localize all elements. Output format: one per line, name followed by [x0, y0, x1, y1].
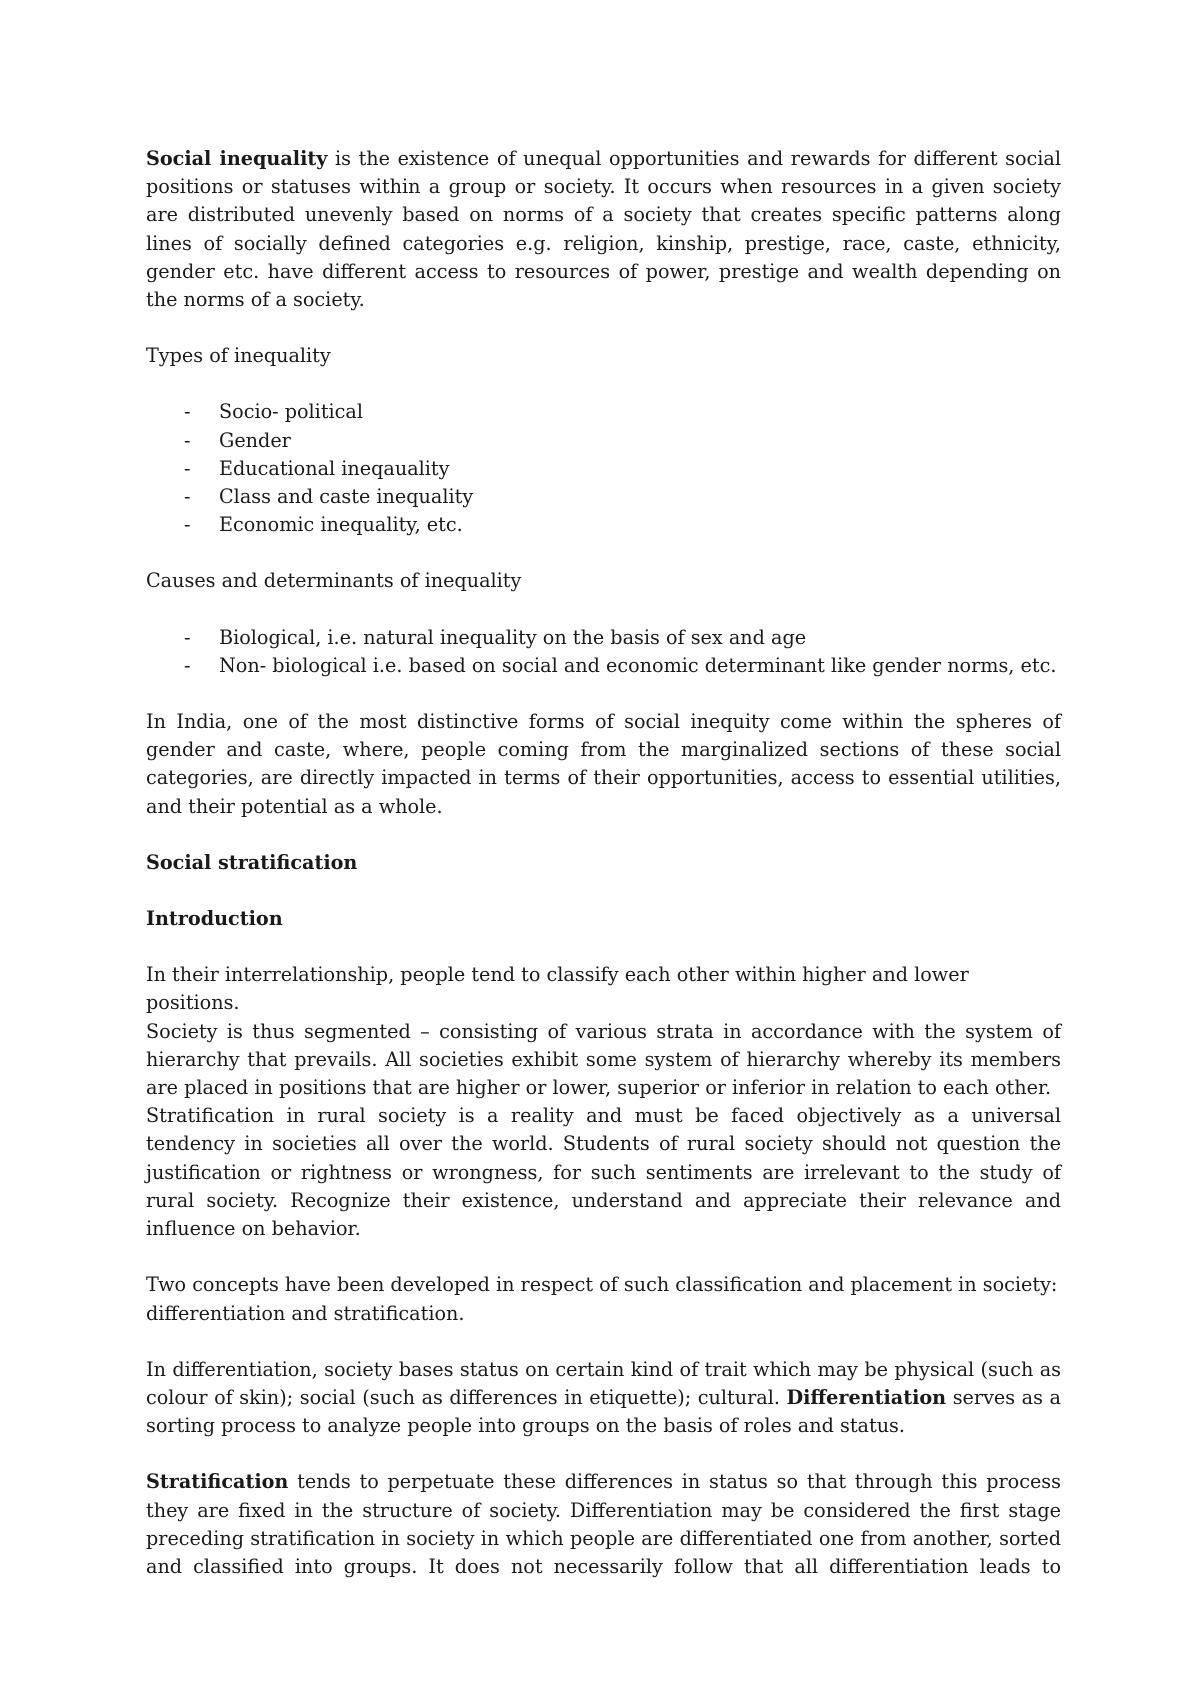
dash-bullet: - [184, 456, 191, 480]
types-list [146, 398, 1061, 539]
differentiation-before: In differentiation, society bases status on certain kind of trait which may be physical (such as colour of skin); social (such as differences in etiquette); cultural. [146, 1357, 1061, 1409]
section-heading-stratification: Social stratification [146, 850, 358, 874]
intro-paragraph [146, 145, 1061, 314]
causes-title: Causes and determinants of inequality [146, 569, 522, 593]
stratification-text: tends to perpetuate these differences in status so that through this process they are fixed in the structure of society. Differentiation may be considered the first stage preceding stratification in society in which people are differentiated one from another, sorted and classified into groups. It does not necessarily follow that all differentiation leads to [146, 1470, 1061, 1578]
list-item: - Socio- political [146, 398, 1061, 426]
india-paragraph: In India, one of the most distinctive forms of social inequity come within the spheres of gender and caste, where, people coming from the marginalized sections of these social categories, are directly impacted in terms of their opportunities, access to essential utilities, and their potential as a whole. [146, 710, 1061, 818]
dash-bullet: - [184, 625, 191, 649]
dash-bullet: - [184, 653, 191, 677]
concepts-line1: Two concepts have been developed in respect of such classification and placement in society: [146, 1273, 1058, 1297]
list-item: - Gender [146, 427, 1061, 455]
dash-bullet: - [184, 513, 191, 537]
dash-bullet: - [184, 428, 191, 452]
list-item: - Non- biological i.e. based on social and economic determinant like gender norms, etc. [146, 652, 1061, 680]
concepts-paragraph [146, 1271, 1061, 1327]
dash-bullet: - [184, 400, 191, 424]
introduction-paragraph [146, 961, 1061, 1243]
intro-term: Social inequality [146, 147, 328, 170]
list-item: - Economic inequality, etc. [146, 511, 1061, 539]
introduction-line1: In their interrelationship, people tend to classify each other within higher and lower positions. [146, 963, 969, 1015]
differentiation-after: serves as a sorting process to analyze people into groups on the basis of roles and status. [146, 1385, 1061, 1438]
causes-list [146, 624, 1061, 680]
differentiation-paragraph [146, 1356, 1061, 1441]
list-item: - Biological, i.e. natural inequality on the basis of sex and age [146, 624, 1061, 652]
stratification-paragraph [146, 1468, 1061, 1581]
stratification-term: Stratification [146, 1470, 289, 1494]
document-page [146, 145, 1061, 1609]
concepts-line2: differentiation and stratification. [146, 1301, 465, 1325]
list-item: - Class and caste inequality [146, 483, 1061, 511]
introduction-rest: Society is thus segmented – consisting of various strata in accordance with the system of hierarchy that prevails. All societies exhibit some system of hierarchy whereby its members are placed in positions that are higher or lower, superior or inferior in relation to each other. [146, 1019, 1061, 1100]
types-title: Types of inequality [146, 344, 331, 368]
differentiation-term: Differentiation [786, 1385, 947, 1409]
intro-text: is the existence of unequal opportunities and rewards for different social positions or statuses within a group or society. It occurs when resources in a given society are distributed unevenly based on norms of a society that creates specific patterns along lines of socially defined categories e.g. religion, kinship, prestige, race, caste, ethnicity, gender etc. have different access to resources of power, prestige and wealth depending on the norms of a society. [146, 147, 1061, 312]
list-item: - Educational ineqauality [146, 455, 1061, 483]
section-heading-introduction: Introduction [146, 907, 283, 931]
introduction-rest2: Stratification in rural society is a reality and must be faced objectively as a universal tendency in societies all over the world. Students of rural society should not question the justification or rightness or wrongness, for such sentiments are irrelevant to the study of rural society. Recognize their existence, understand and appreciate their relevance and influence on behavior. [146, 1104, 1061, 1241]
dash-bullet: - [184, 485, 191, 509]
